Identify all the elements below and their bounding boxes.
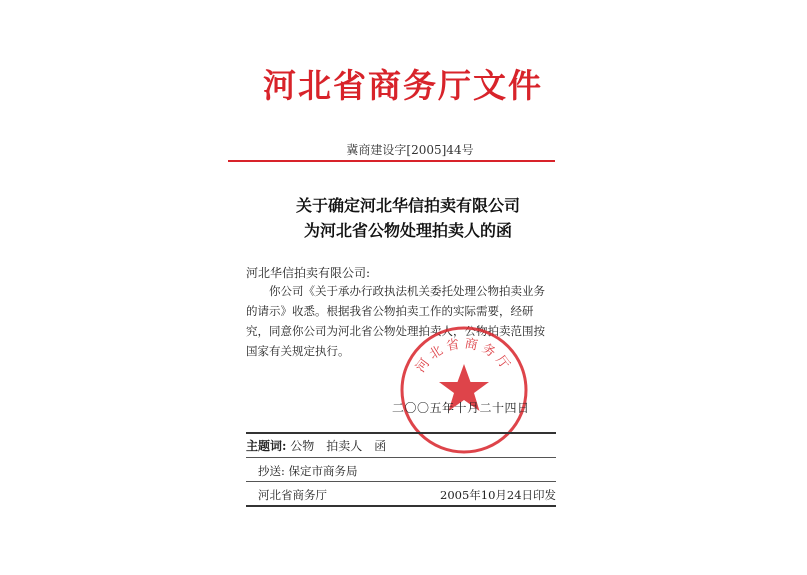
seal-text: 河北省商务厅 <box>413 336 515 376</box>
document-header-title: 河北省商务厅文件 <box>263 66 543 105</box>
keywords-value: 公物 拍卖人 函 <box>290 439 387 453</box>
official-seal <box>398 324 530 456</box>
footer-rule-1 <box>246 457 556 458</box>
subject-line-2: 为河北省公物处理拍卖人的函 <box>303 221 512 240</box>
document-number: 冀商建设字[2005]44号 <box>346 143 474 157</box>
body-paragraph: 你公司《关于承办行政执法机关委托处理公物拍卖业务的请示》收悉。根据我省公物拍卖工作的实际需要，经研究，同意你公司为河北省公物处理拍卖人，公物拍卖范围按国家有关规定执行。 <box>246 284 545 358</box>
footer-issuer: 河北省商务厅 <box>258 488 327 502</box>
signed-date: 二〇〇五年十月二十四日 <box>392 401 530 415</box>
red-divider <box>228 160 555 162</box>
keywords-row <box>246 437 386 454</box>
subject-line-1: 关于确定河北华信拍卖有限公司 <box>295 196 520 215</box>
footer-rule-top <box>246 432 556 434</box>
footer-rule-2 <box>246 481 556 482</box>
document-subject <box>258 193 558 243</box>
footer-rule-bottom <box>246 505 556 507</box>
cc-row: 抄送: 保定市商务局 <box>258 464 358 478</box>
keywords-label: 主题词: <box>246 439 287 453</box>
footer-print-date: 2005年10月24日印发 <box>440 488 557 502</box>
salutation: 河北华信拍卖有限公司: <box>246 266 371 280</box>
